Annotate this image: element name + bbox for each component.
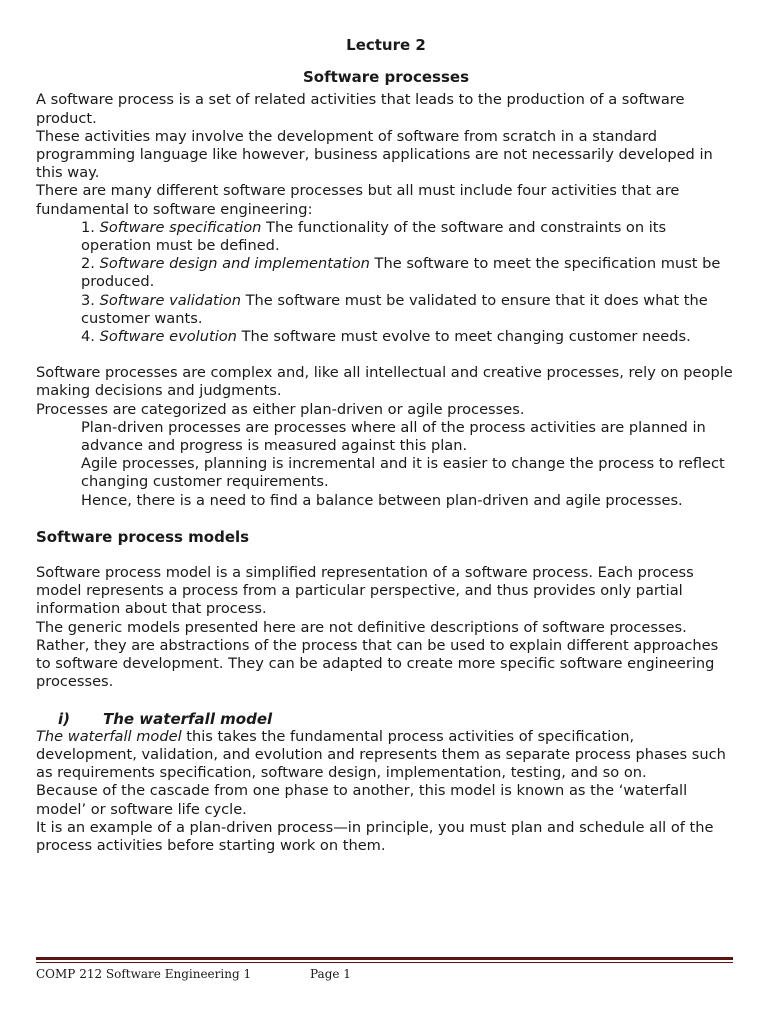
spacer xyxy=(36,346,736,364)
activity-term: Software design and implementation xyxy=(99,255,370,273)
models-paragraph: The generic models presented here are not definitive descriptions of software processes. Rather, they are abstractions of the process that can be used to explain different approaches to software development. They can be adapted to create more specific software engineering processes. xyxy=(36,618,719,691)
page-footer xyxy=(36,965,351,983)
lecture-label: Lecture 2 xyxy=(346,36,426,54)
spacer xyxy=(36,692,736,710)
waterfall-paragraph: The waterfall model this takes the fundamental process activities of specification, development, validation, and evolution and represents them as separate process phases such as requirements specification, software design, implementation, testing, and so on. xyxy=(36,727,726,782)
activity-item: 4. Software evolution The software must evolve to meet changing customer needs. xyxy=(81,328,691,346)
activity-term: Software specification xyxy=(99,218,262,236)
footer-rule-thin xyxy=(36,962,733,963)
activity-item: 2. Software design and implementation The software to meet the specification must be produced. xyxy=(81,255,721,291)
section-heading: Software process models xyxy=(36,527,250,546)
category-item: Hence, there is a need to find a balance between plan-driven and agile processes. xyxy=(81,491,683,509)
category-item: Plan-driven processes are processes where all of the process activities are planned in advance and progress is measured against this plan. xyxy=(81,418,706,455)
footer-course: COMP 212 Software Engineering 1 xyxy=(36,967,252,981)
models-paragraph: Software process model is a simplified representation of a software process. Each process model represents a process from a particular perspective, and thus provides only partial information about that process. xyxy=(36,564,694,618)
spacer xyxy=(36,510,736,528)
complexity-paragraph: Software processes are complex and, like all intellectual and creative processes, rely on people making decisions and judgments. xyxy=(36,364,733,400)
complexity-paragraph: Processes are categorized as either plan-driven or agile processes. xyxy=(36,400,525,418)
activity-term: Software evolution xyxy=(99,328,237,346)
waterfall-heading: i) The waterfall model xyxy=(58,709,273,728)
waterfall-term: The waterfall model xyxy=(36,727,182,745)
spacer xyxy=(36,546,736,564)
intro-paragraph: A software process is a set of related activities that leads to the production of a software product. xyxy=(36,91,685,127)
footer-page-number: Page 1 xyxy=(310,967,351,981)
page-content xyxy=(36,36,736,855)
intro-paragraph: These activities may involve the development of software from scratch in a standard programming language like however, business applications are not necessarily developed in this way. xyxy=(36,127,713,182)
intro-paragraph: There are many different software processes but all must include four activities that are fundamental to software engineering: xyxy=(36,182,680,218)
waterfall-paragraph: It is an example of a plan-driven process—in principle, you must plan and schedule all of the process activities before starting work on them. xyxy=(36,818,714,854)
activity-item: 1. Software specification The functionality of the software and constraints on its operation must be defined. xyxy=(81,218,667,255)
activity-item: 3. Software validation The software must be validated to ensure that it does what the customer wants. xyxy=(81,291,708,327)
activity-term: Software validation xyxy=(99,291,241,309)
waterfall-number: i) xyxy=(58,709,70,728)
footer-rule-thick xyxy=(36,957,733,960)
category-item: Agile processes, planning is incremental and it is easier to change the process to reflect changing customer requirements. xyxy=(81,455,725,491)
page-title: Software processes xyxy=(302,68,470,87)
waterfall-paragraph: Because of the cascade from one phase to another, this model is known as the ‘waterfall model’ or software life cycle. xyxy=(36,782,688,818)
